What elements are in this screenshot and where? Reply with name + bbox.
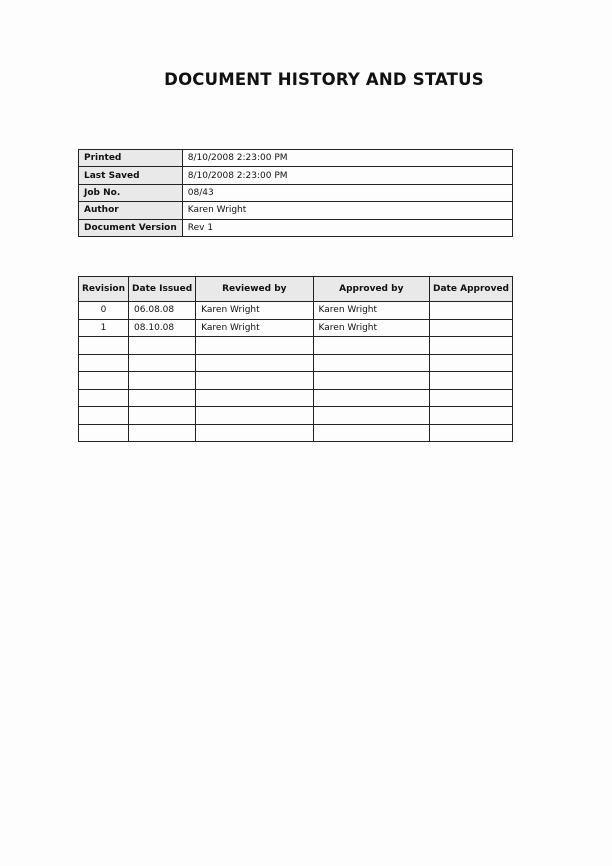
table-row [79,302,513,320]
cell-date-approved [430,424,513,442]
cell-approved-by [313,372,429,390]
status-row-last-saved [79,167,513,184]
status-value: Rev 1 [182,219,512,236]
status-label: Author [79,202,183,219]
column-header-date-issued: Date Issued [129,277,196,302]
cell-revision [79,389,129,407]
cell-date-issued [129,389,196,407]
status-label: Job No. [79,184,183,201]
status-table [78,149,513,237]
column-header-date-approved: Date Approved [430,277,513,302]
status-row-job-no [79,184,513,201]
cell-reviewed-by: Karen Wright [196,302,313,320]
cell-date-approved [430,354,513,372]
cell-date-issued [129,424,196,442]
cell-revision: 1 [79,319,129,337]
column-header-approved-by: Approved by [313,277,429,302]
cell-revision [79,372,129,390]
cell-date-approved [430,337,513,355]
column-header-revision: Revision [79,277,129,302]
table-row [79,424,513,442]
cell-reviewed-by [196,407,313,425]
cell-date-approved [430,372,513,390]
table-row [79,354,513,372]
revision-header-row [79,277,513,302]
cell-date-issued: 08.10.08 [129,319,196,337]
cell-date-issued [129,354,196,372]
table-row [79,337,513,355]
status-label: Last Saved [79,167,183,184]
table-row [79,319,513,337]
status-row-document-version [79,219,513,236]
cell-reviewed-by [196,354,313,372]
revision-table [78,276,513,442]
cell-revision [79,407,129,425]
status-label: Printed [79,150,183,167]
cell-approved-by: Karen Wright [313,302,429,320]
cell-date-approved [430,302,513,320]
table-row [79,372,513,390]
cell-approved-by [313,389,429,407]
cell-approved-by [313,337,429,355]
cell-approved-by [313,424,429,442]
column-header-reviewed-by: Reviewed by [196,277,313,302]
page-title: DOCUMENT HISTORY AND STATUS [164,70,484,89]
cell-reviewed-by: Karen Wright [196,319,313,337]
cell-date-issued [129,407,196,425]
table-row [79,389,513,407]
status-label: Document Version [79,219,183,236]
cell-revision [79,354,129,372]
cell-approved-by [313,354,429,372]
cell-date-approved [430,389,513,407]
cell-reviewed-by [196,424,313,442]
status-value: 8/10/2008 2:23:00 PM [182,167,512,184]
cell-reviewed-by [196,389,313,407]
status-value: 8/10/2008 2:23:00 PM [182,150,512,167]
cell-date-issued: 06.08.08 [129,302,196,320]
cell-revision [79,424,129,442]
cell-reviewed-by [196,337,313,355]
cell-date-approved [430,407,513,425]
cell-reviewed-by [196,372,313,390]
cell-date-issued [129,337,196,355]
status-value: 08/43 [182,184,512,201]
status-value: Karen Wright [182,202,512,219]
cell-revision [79,337,129,355]
cell-date-approved [430,319,513,337]
cell-revision: 0 [79,302,129,320]
status-row-printed [79,150,513,167]
cell-date-issued [129,372,196,390]
table-row [79,407,513,425]
cell-approved-by: Karen Wright [313,319,429,337]
status-row-author [79,202,513,219]
cell-approved-by [313,407,429,425]
